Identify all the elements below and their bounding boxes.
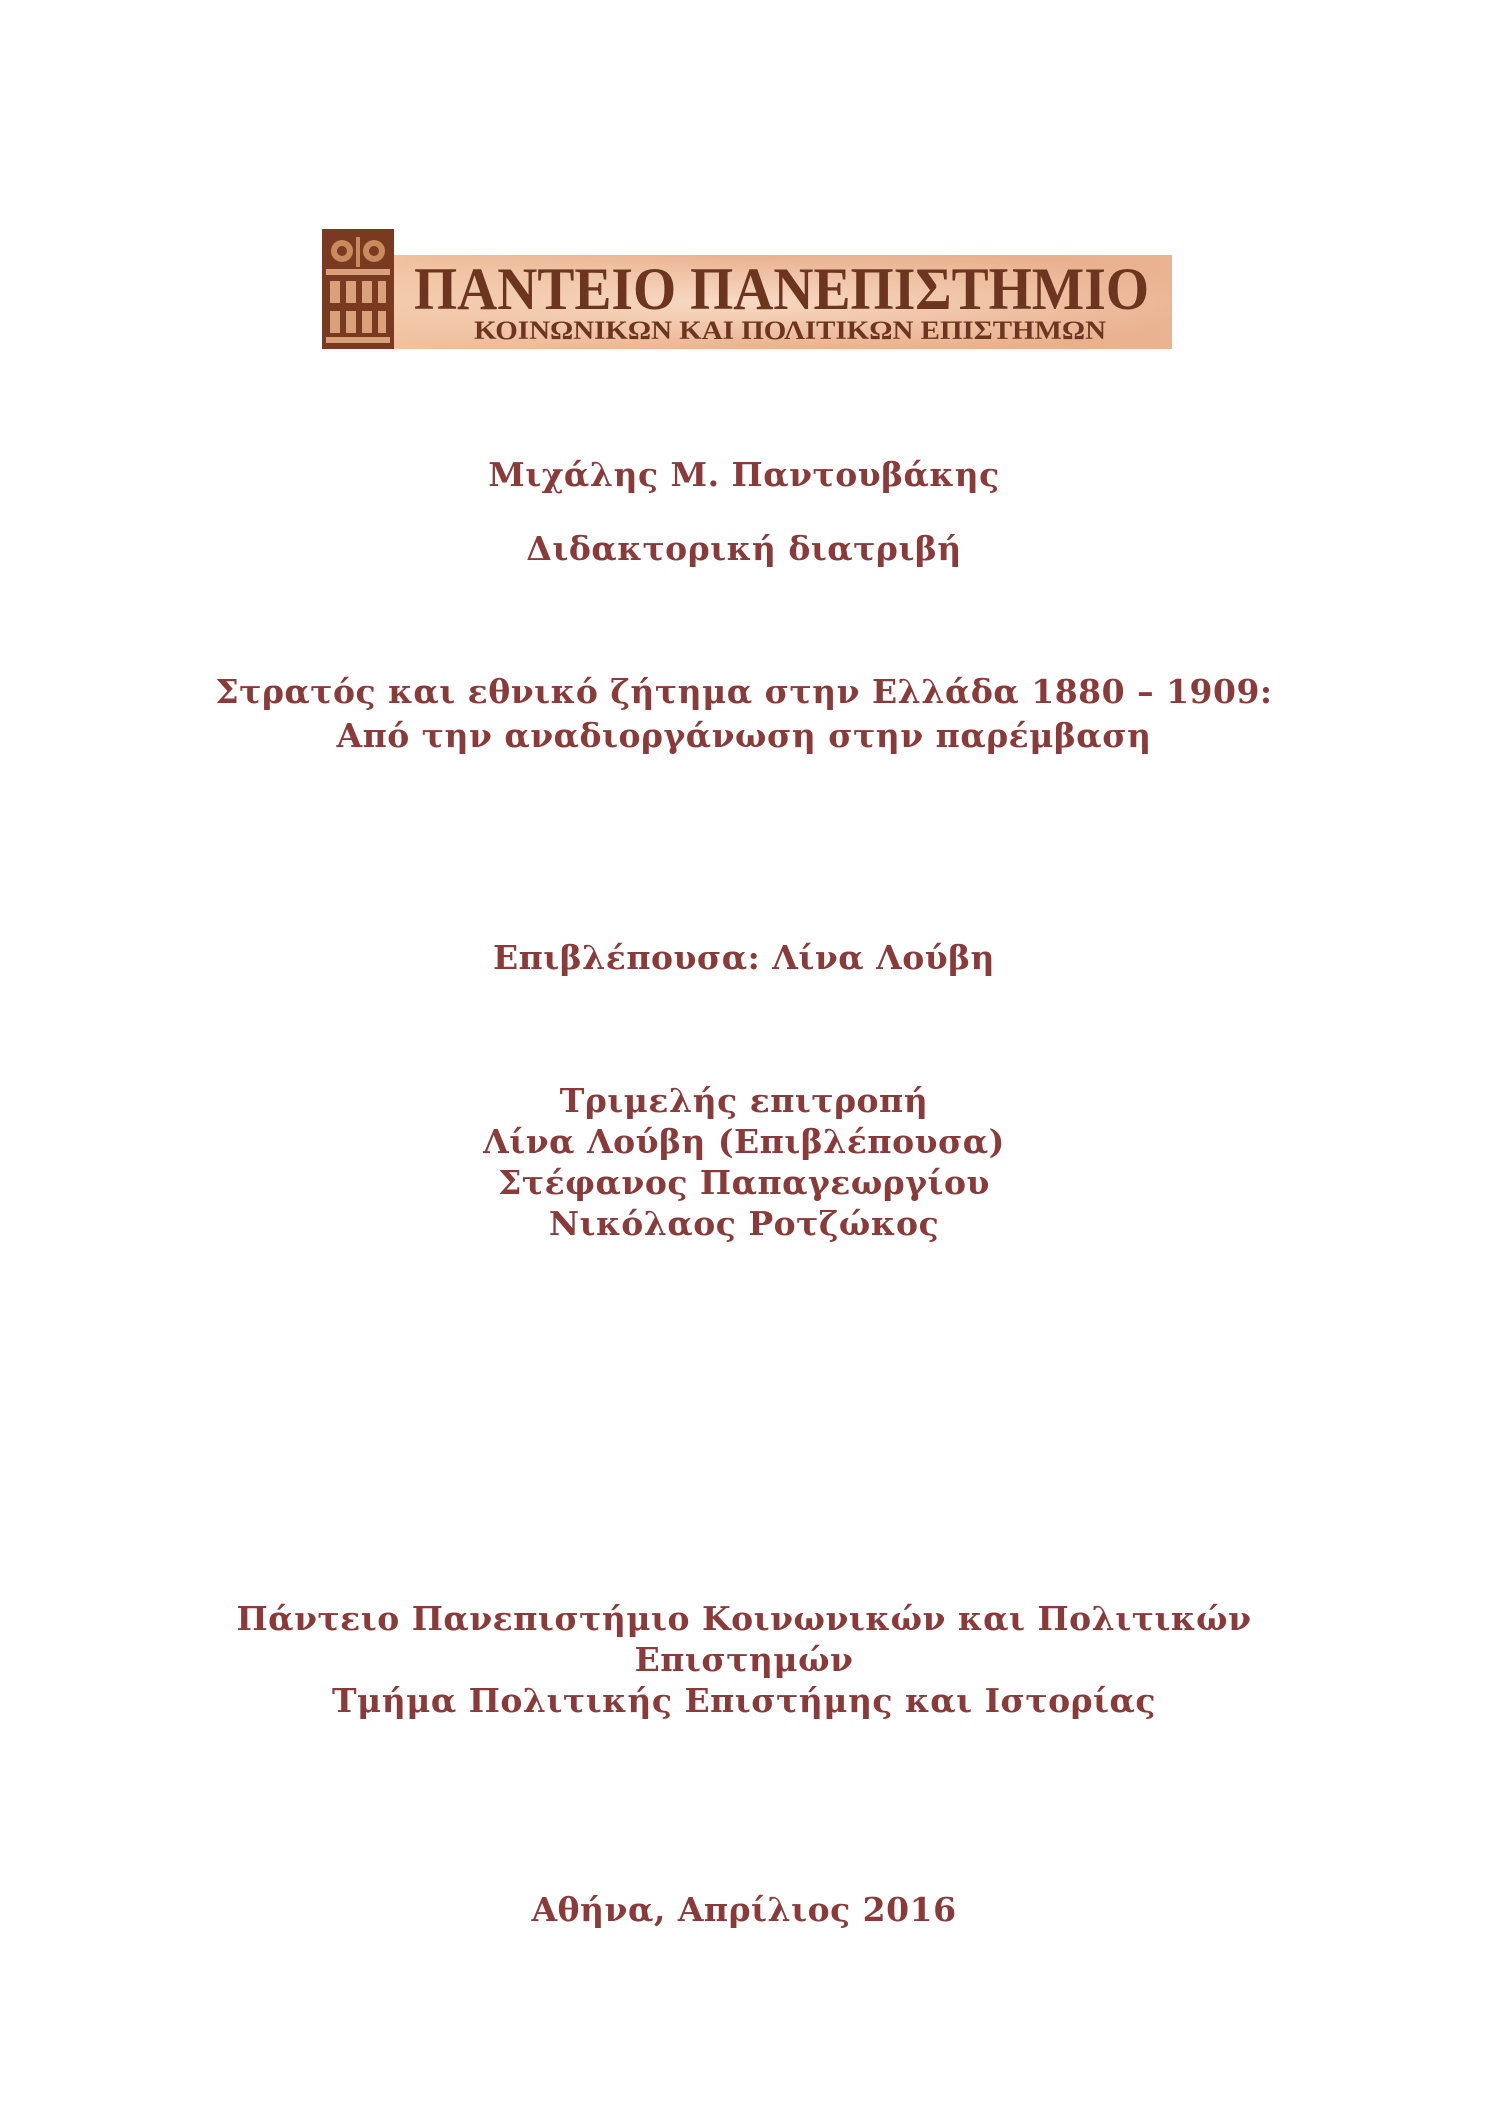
committee-member: Λίνα Λούβη (Επιβλέπουσα) [483, 1122, 1005, 1161]
university-logo [322, 229, 1172, 349]
committee-member: Στέφανος Παπαγεωργίου [498, 1163, 990, 1202]
university-emblem-icon [322, 229, 394, 349]
committee-member: Νικόλαος Ροτζώκος [548, 1204, 940, 1243]
thesis-title-line-2: Από την αναδιοργάνωση στην παρέμβαση [336, 716, 1152, 755]
thesis-title-line-1: Στρατός και εθνικό ζήτημα στην Ελλάδα 1880 – 1909: [215, 672, 1273, 711]
degree-type: Διδακτορική διατριβή [526, 529, 962, 568]
institution-department: Τμήμα Πολιτικής Επιστήμης και Ιστορίας [331, 1681, 1156, 1720]
institution-line-1: Πάντειο Πανεπιστήμιο Κοινωνικών και Πολιτικών [236, 1599, 1252, 1638]
institution-line-2: Επιστημών [634, 1640, 854, 1679]
place-date: Αθήνα, Απρίλιος 2016 [531, 1890, 957, 1929]
logo-title: ΠΑΝΤΕΙΟ ΠΑΝΕΠΙΣΤΗΜΙΟ [414, 256, 1149, 322]
thesis-title [0, 670, 1488, 758]
author-name: Μιχάλης Μ. Παντουβάκης [488, 455, 1000, 494]
institution [0, 1598, 1488, 1721]
logo-subtitle: ΚΟΙΝΩΝΙΚΩΝ ΚΑΙ ΠΟΛΙΤΙΚΩΝ ΕΠΙΣΤΗΜΩΝ [474, 316, 1107, 345]
committee-heading: Τριμελής επιτροπή [559, 1081, 929, 1120]
committee [0, 1080, 1488, 1244]
supervisor: Επιβλέπουσα: Λίνα Λούβη [492, 938, 996, 977]
